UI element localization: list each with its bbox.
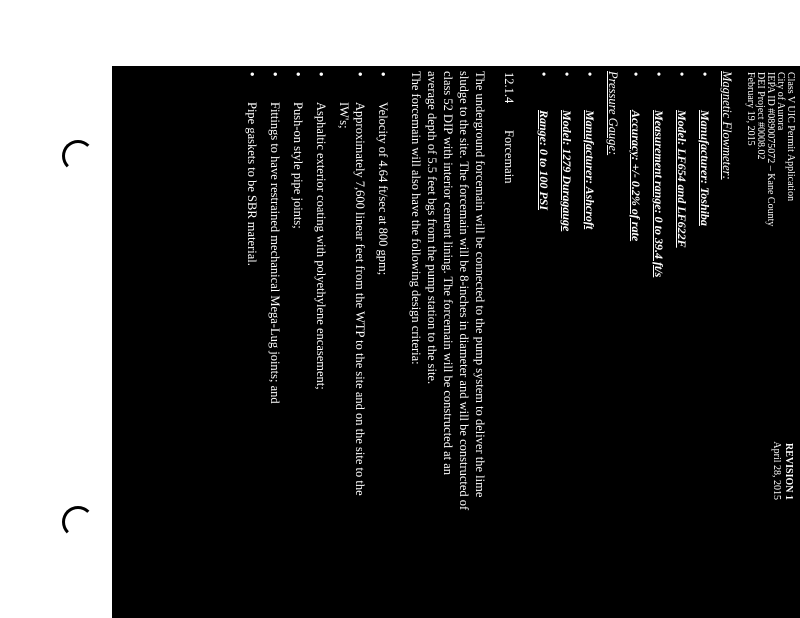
bullet-icon: • — [353, 72, 367, 77]
bullet-icon: • — [652, 72, 666, 77]
bullet-icon: • — [698, 72, 712, 77]
magnetic-flowmeter-title: Magnetic Flowmeter: — [720, 71, 734, 180]
criteria-text: Approximately 7,600 linear feet from the WTP to the site and on the site to the — [353, 102, 367, 496]
gauge-item-text: Range: 0 to 100 PSI — [537, 110, 551, 211]
section-title: Forcemain — [502, 130, 516, 184]
forcemain-paragraph-line-2: sludge to the site. The forcemain will be 8-inches in diameter and will be constructed of — [457, 71, 471, 511]
gauge-item-text: Model: 1279 Duragauge — [560, 110, 574, 232]
forcemain-paragraph-line-5: The forcemain will also have the following design criteria: — [409, 71, 423, 365]
criteria-text: Push-on style pipe joints; — [291, 102, 305, 229]
bullet-icon: • — [314, 72, 328, 77]
forcemain-heading — [501, 72, 516, 184]
header-line-4: DEI Project #0008.02 — [755, 72, 766, 160]
criteria-text: Velocity of 4.64 ft/sec at 800 gpm; — [376, 102, 390, 276]
forcemain-paragraph-line-4: average depth of 5.5 feet bgs from the pump station to the site. — [425, 71, 439, 385]
bullet-icon: • — [376, 72, 390, 77]
bullet-icon: • — [537, 72, 551, 77]
revision-label: REVISION 1 — [783, 443, 794, 500]
bullet-icon: • — [583, 72, 597, 77]
scanned-page — [112, 66, 800, 618]
criteria-text: IW's; — [337, 102, 351, 129]
flowmeter-item-text: Measurement range: 0 to 39.4 ft/s — [652, 110, 666, 278]
flowmeter-item-text: Manufacturer: Toshiba — [698, 110, 712, 226]
gauge-item-text: Manufacturer: Ashcroft — [583, 110, 597, 230]
forcemain-paragraph-line-1: The underground forcemain will be connected to the pump system to deliver the lime — [473, 71, 487, 498]
bullet-icon: • — [268, 72, 282, 77]
punch-hole-top — [62, 140, 94, 172]
bullet-icon: • — [245, 72, 259, 77]
revision-date: April 28, 2015 — [771, 441, 782, 500]
criteria-text: Fittings to have restrained mechanical Mega-Lug joints; and — [268, 102, 282, 404]
header-line-5: February 19, 2015 — [745, 72, 756, 146]
forcemain-paragraph-line-3: class 52 DIP with interior cement lining. The forcemain will be constructed at an — [441, 71, 455, 476]
flowmeter-item-text: Accuracy: +/- 0.2% of rate — [629, 110, 643, 242]
header-line-2: City of Aurora — [775, 72, 786, 131]
pressure-gauge-title: Pressure Gauge: — [606, 71, 620, 156]
header-line-1: Class V UIC Permit Application — [785, 72, 796, 202]
bullet-icon: • — [629, 72, 643, 77]
criteria-text: Pipe gaskets to be SBR material. — [245, 102, 259, 266]
bullet-icon: • — [675, 72, 689, 77]
bullet-icon: • — [560, 72, 574, 77]
bullet-icon: • — [291, 72, 305, 77]
criteria-text: Asphaltic exterior coating with polyethylene encasement; — [314, 102, 328, 390]
rotated-document — [112, 66, 800, 618]
punch-hole-bottom — [62, 506, 94, 538]
header-line-3: IEPA ID #0890075072 – Kane County — [765, 72, 776, 227]
section-number: 12.1.4 — [502, 72, 516, 104]
flowmeter-item-text: Model: LF654 and LF622F — [675, 110, 689, 248]
